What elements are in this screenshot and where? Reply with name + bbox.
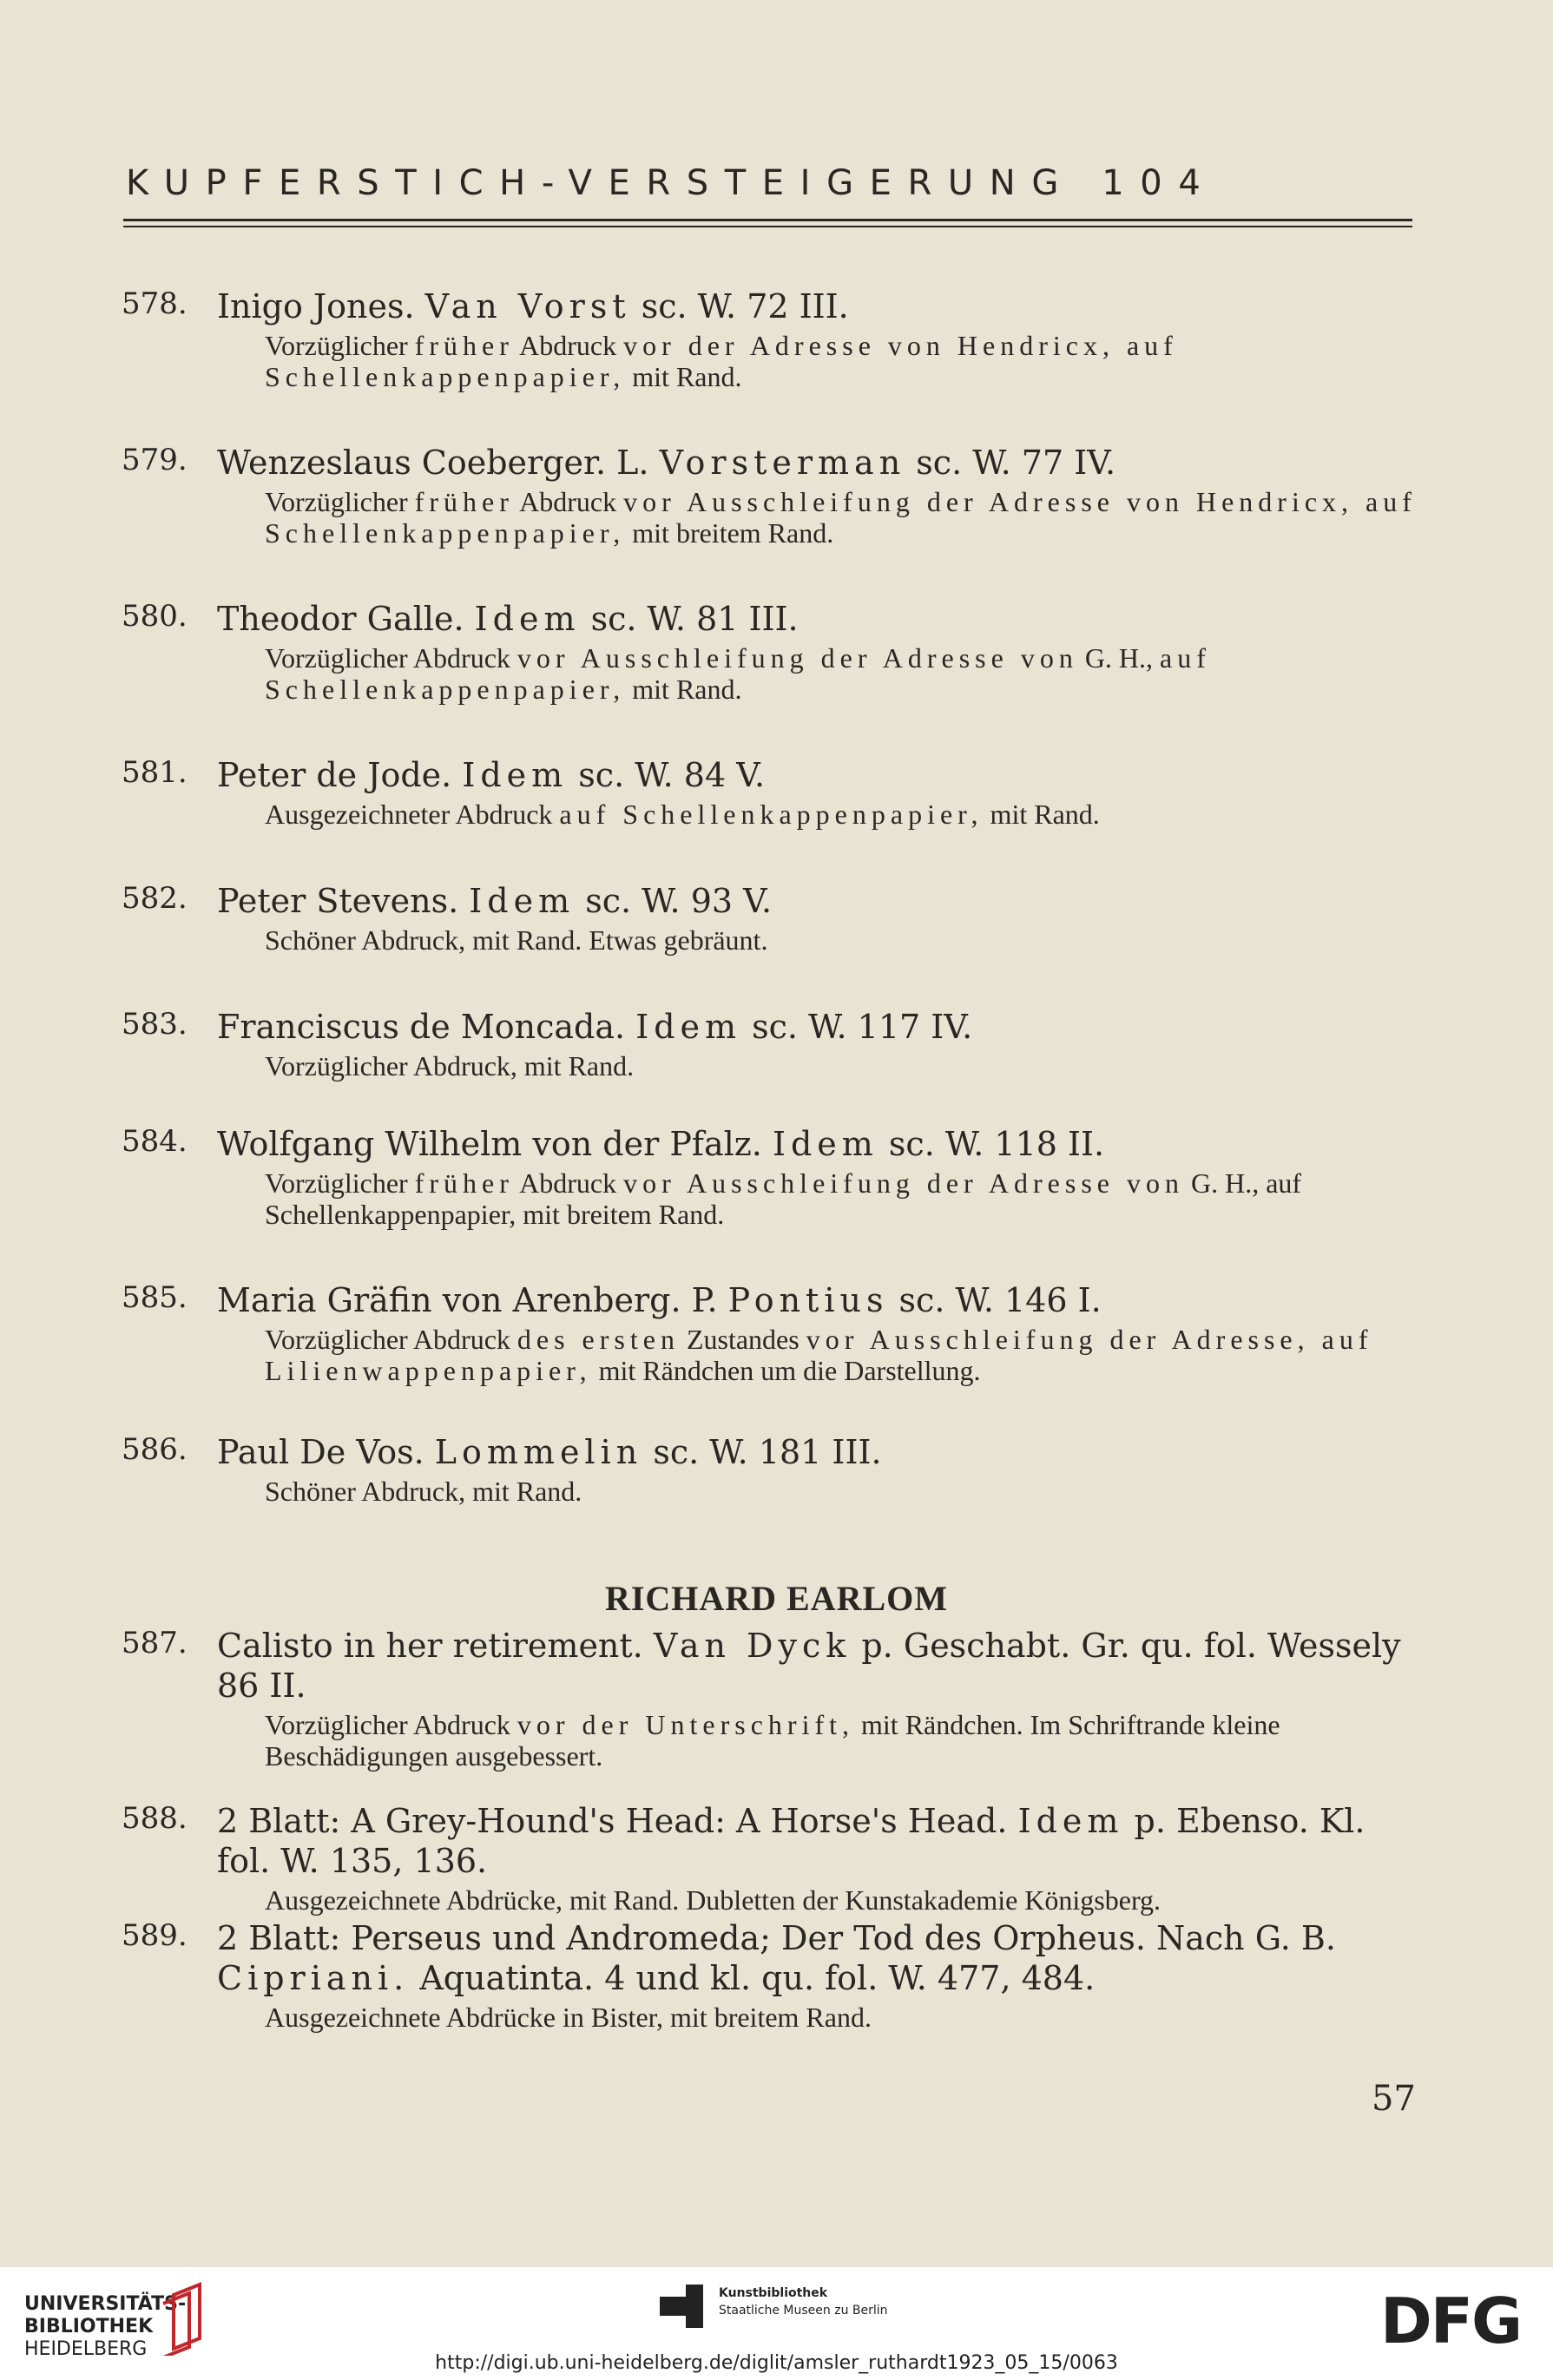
section-heading: RICHARD EARLOM	[604, 1579, 949, 1618]
header-rule-double	[123, 226, 1412, 227]
page-number: 57	[1372, 2079, 1416, 2119]
entry-title: Franciscus de Moncada. Idem sc. W. 117 IV.	[217, 1008, 973, 1046]
catalog-entry-581	[122, 755, 1424, 830]
entry-number: 589.	[122, 1918, 188, 1953]
permalink-url[interactable]: http://digi.ub.uni-heidelberg.de/diglit/amsler_ruthardt1923_05_15/0063	[435, 2352, 1118, 2374]
catalog-entry-584	[122, 1124, 1424, 1230]
entry-title: 2 Blatt: A Grey-Hound's Head: A Horse's Head. Idem p. Ebenso. Kl. fol. W. 135, 136.	[217, 1802, 1365, 1880]
entry-number: 585.	[122, 1280, 188, 1315]
entry-description: Ausgezeichnete Abdrücke, mit Rand. Dubletten der Kunstakademie Königsberg.	[265, 1884, 1161, 1916]
entry-number: 583.	[122, 1007, 188, 1042]
entry-description: Ausgezeichneter Abdruck auf Schellenkappenpapier, mit Rand.	[265, 799, 1100, 830]
header-rule	[123, 219, 1412, 221]
entry-title: Theodor Galle. Idem sc. W. 81 III.	[217, 600, 799, 638]
ub-heidelberg-logo-text[interactable]: UNIVERSITÄTS- BIBLIOTHEK HEIDELBERG	[24, 2293, 187, 2360]
entry-number: 588.	[122, 1801, 188, 1836]
entry-number: 582.	[122, 881, 188, 916]
entry-number: 587.	[122, 1626, 188, 1660]
entry-description: Vorzüglicher Abdruck vor Ausschleifung der Adresse von G. H., auf Schellenkappenpapier, mit Rand.	[265, 642, 1211, 705]
entry-number: 581.	[122, 755, 188, 790]
entry-title: Inigo Jones. Van Vorst sc. W. 72 III.	[217, 287, 849, 325]
entry-title: Peter Stevens. Idem sc. W. 93 V.	[217, 882, 773, 920]
catalog-entry-583	[122, 1007, 1424, 1082]
entry-description: Vorzüglicher früher Abdruck vor der Adresse von Hendricx, auf Schellenkappenpapier, mit Rand.	[265, 330, 1178, 392]
entry-description: Schöner Abdruck, mit Rand. Etwas gebräunt.	[265, 924, 768, 956]
entry-title: Maria Gräfin von Arenberg. P. Pontius sc. W. 146 I.	[217, 1281, 1102, 1319]
entry-description: Vorzüglicher Abdruck vor der Unterschrift, mit Rändchen. Im Schriftrande kleine Beschädigungen ausgebessert.	[265, 1709, 1280, 1772]
entry-title: Calisto in her retirement. Van Dyck p. Geschabt. Gr. qu. fol. Wessely 86 II.	[217, 1627, 1401, 1705]
catalog-entry-582	[122, 881, 1424, 956]
entry-number: 578.	[122, 286, 188, 321]
entry-number: 580.	[122, 599, 188, 634]
ub-heidelberg-logo-icon[interactable]	[156, 2278, 217, 2356]
catalog-entry-586	[122, 1432, 1424, 1507]
dfg-logo[interactable]: DFG	[1380, 2285, 1522, 2357]
entry-number: 584.	[122, 1124, 188, 1159]
entry-title: Peter de Jode. Idem sc. W. 84 V.	[217, 756, 766, 794]
entry-number: 586.	[122, 1432, 188, 1467]
entry-title: Paul De Vos. Lommelin sc. W. 181 III.	[217, 1433, 882, 1471]
catalog-entry-587	[122, 1626, 1424, 1772]
entry-description: Vorzüglicher früher Abdruck vor Ausschleifung der Adresse von G. H., auf Schellenkappenpapier, mit breitem Rand.	[265, 1167, 1302, 1230]
entry-description: Ausgezeichnete Abdrücke in Bister, mit breitem Rand.	[265, 2002, 872, 2033]
catalog-entry-580	[122, 599, 1424, 705]
entry-description: Vorzüglicher Abdruck, mit Rand.	[265, 1050, 635, 1082]
entry-number: 579.	[122, 443, 188, 477]
entry-title: 2 Blatt: Perseus und Andromeda; Der Tod des Orpheus. Nach G. B. Cipriani. Aquatinta. 4 und kl. qu. fol. W. 477, 484.	[217, 1919, 1336, 1997]
catalog-entry-579	[122, 443, 1424, 549]
entry-description: Schöner Abdruck, mit Rand.	[265, 1476, 582, 1507]
entry-description: Vorzüglicher Abdruck des ersten Zustandes vor Ausschleifung der Adresse, auf Lilienwappenpapier, mit Rändchen um die Darstellung.	[265, 1324, 1373, 1386]
catalog-entry-589	[122, 1918, 1424, 2033]
catalog-entry-585	[122, 1280, 1424, 1386]
entry-title: Wenzeslaus Coeberger. L. Vorsterman sc. W. 77 IV.	[217, 444, 1116, 482]
running-header: KUPFERSTICH-VERSTEIGERUNG 104	[126, 163, 1217, 203]
kunstbibliothek-label[interactable]: Kunstbibliothek Staatliche Museen zu Berlin	[719, 2286, 888, 2318]
catalog-entry-578	[122, 286, 1424, 392]
kunstbibliothek-logo-icon[interactable]	[660, 2285, 703, 2328]
catalog-entry-588	[122, 1801, 1424, 1916]
entry-title: Wolfgang Wilhelm von der Pfalz. Idem sc. W. 118 II.	[217, 1125, 1105, 1163]
viewer-footer	[0, 2267, 1553, 2380]
entry-description: Vorzüglicher früher Abdruck vor Ausschleifung der Adresse von Hendricx, auf Schellenkappenpapier, mit breitem Rand.	[265, 486, 1417, 549]
